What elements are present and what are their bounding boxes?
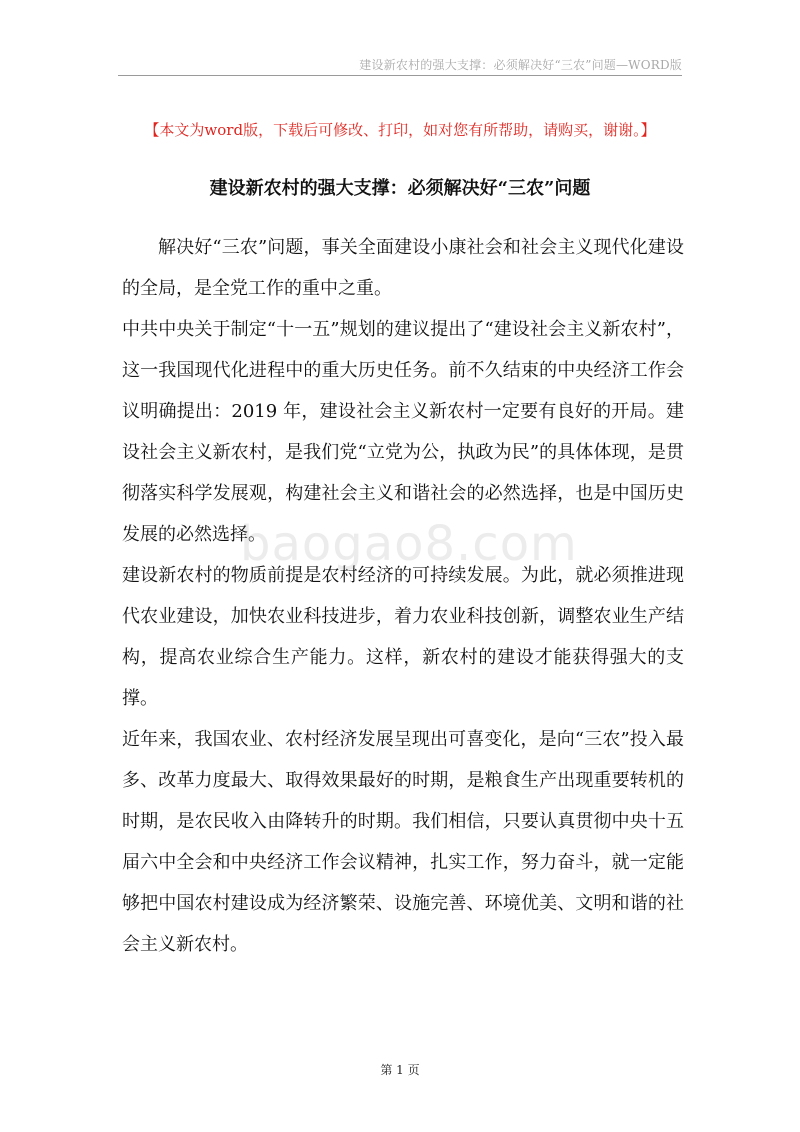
page-number: 第 1 页 [380, 1063, 420, 1077]
document-body [122, 227, 684, 965]
purchase-notice: 【本文为word版，下载后可修改、打印，如对您有所帮助，请购买，谢谢。】 [144, 121, 656, 139]
paragraph-4: 近年来，我国农业、农村经济发展呈现出可喜变化，是向“三农”投入最多、改革力度最大、取得效果最好的时期，是粮食生产出现重要转机的时期，是农民收入由降转升的时期。我们相信，只要认真贯彻中央十五届六中全会和中央经济工作会议精神，扎实工作，努力奋斗，就一定能够把中国农村建设成为经济繁荣、设施完善、环境优美、文明和谐的社会主义新农村。 [122, 729, 684, 955]
paragraph-1: 解决好“三农”问题，事关全面建设小康社会和社会主义现代化建设的全局，是全党工作的重中之重。 [122, 237, 684, 299]
header-divider [118, 75, 682, 76]
paragraph-2: 中共中央关于制定“十一五”规划的建议提出了“建设社会主义新农村”，这一我国现代化进程中的重大历史任务。前不久结束的中央经济工作会议明确提出：2019 年，建设社会主义新农村一定要有良好的开局。建设社会主义新农村，是我们党“立党为公，执政为民”的具体体现，是贯彻落实科学发展观，构建社会主义和谐社会的必然选择，也是中国历史发展的必然选择。 [122, 319, 684, 545]
watermark: baogao8.com [240, 516, 578, 572]
running-header: 建设新农村的强大支撑：必须解决好“三农”问题—WORD版 [359, 58, 682, 72]
paragraph-3: 建设新农村的物质前提是农村经济的可持续发展。为此，就必须推进现代农业建设，加快农业科技进步，着力农业科技创新，调整农业生产结构，提高农业综合生产能力。这样，新农村的建设才能获得强大的支撑。 [122, 565, 684, 709]
document-title: 建设新农村的强大支撑：必须解决好“三农”问题 [209, 178, 591, 199]
